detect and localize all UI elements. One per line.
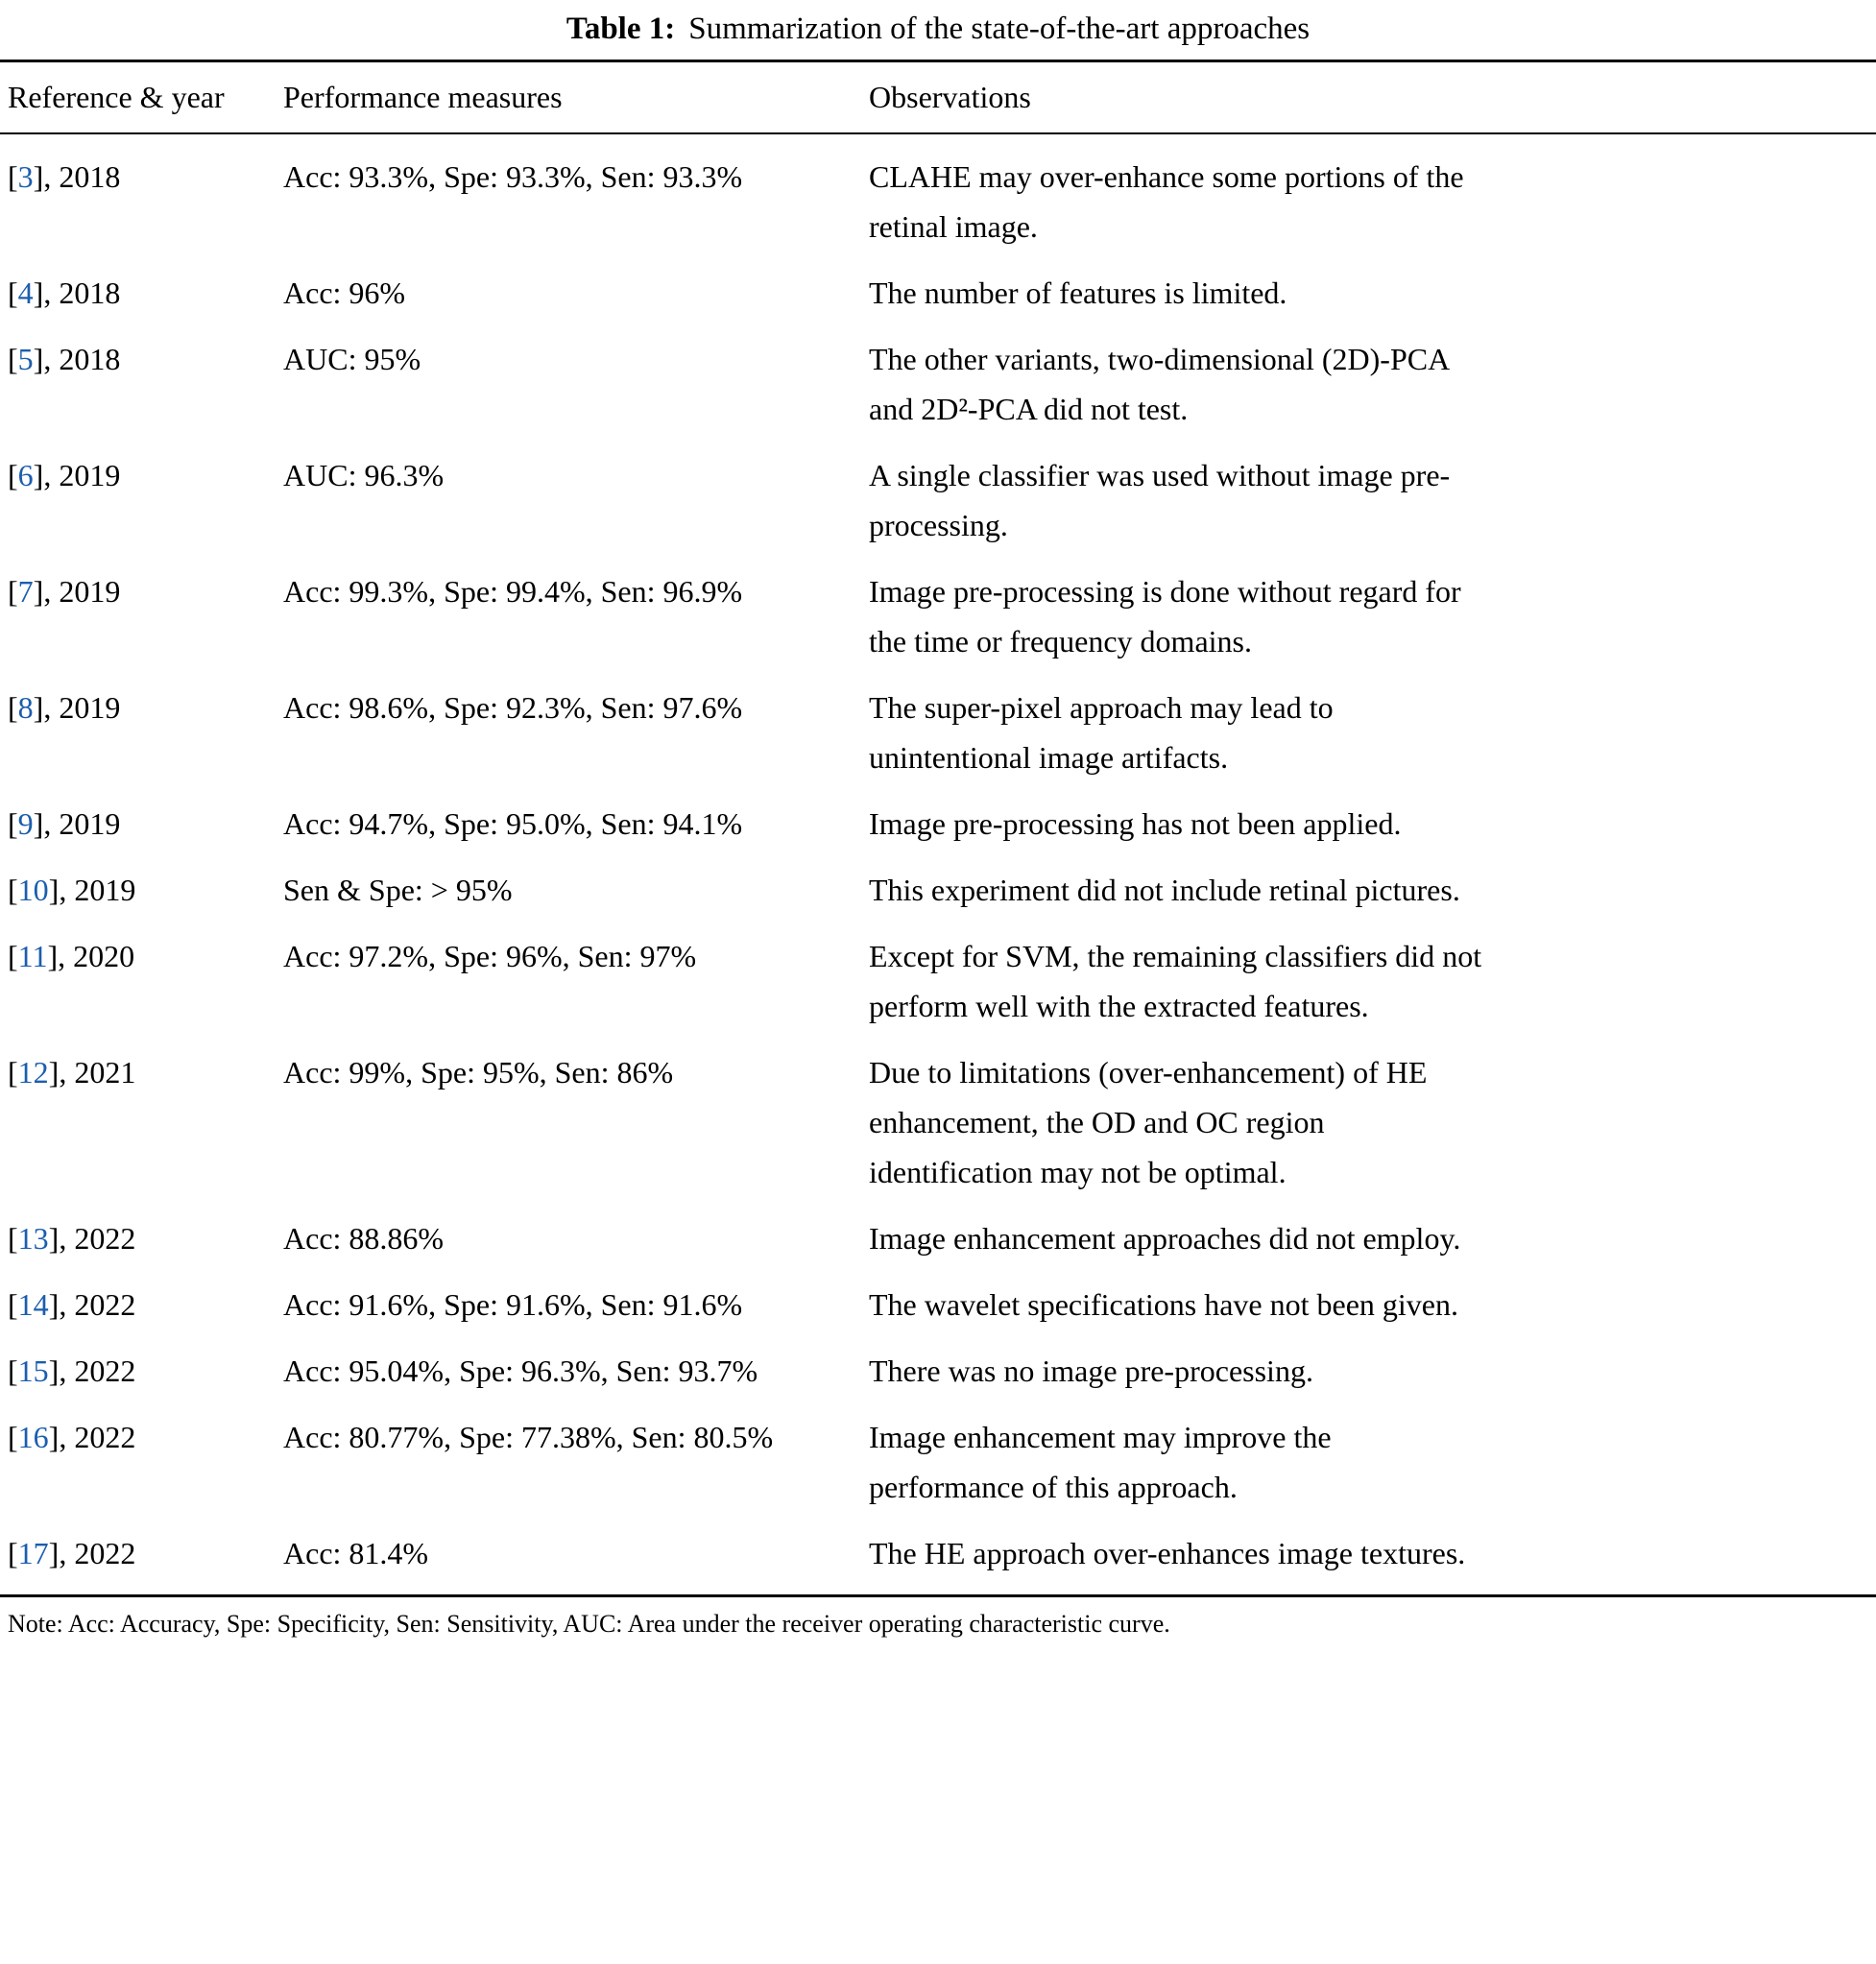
citation-link[interactable]: 8 <box>17 690 34 725</box>
reference-year: , 2019 <box>43 690 121 725</box>
reference-year: , 2018 <box>43 342 121 376</box>
reference-year: , 2019 <box>43 806 121 841</box>
table-caption <box>0 6 1876 52</box>
citation-link[interactable]: 12 <box>17 1055 49 1090</box>
observation-cell <box>861 1412 1876 1512</box>
header-reference-year: Reference & year <box>8 80 225 114</box>
observation-text: This experiment did not include retinal pictures. <box>869 873 1460 907</box>
citation-link[interactable]: 5 <box>17 342 34 376</box>
observation-text: Image enhancement may improve the performance of this approach. <box>869 1420 1332 1504</box>
citation-bracket-close: ] <box>47 939 59 973</box>
table-row <box>0 683 1876 782</box>
citation <box>8 1221 59 1256</box>
table-row <box>0 1528 1876 1578</box>
citation-bracket-open: [ <box>8 939 18 973</box>
reference-year: , 2022 <box>59 1353 136 1388</box>
table-row <box>0 1346 1876 1396</box>
performance-measures: Acc: 88.86% <box>283 1221 445 1256</box>
citation-bracket-open: [ <box>8 458 18 492</box>
observation-text: Due to limitations (over-enhancement) of HE enhancement, the OD and OC region identification may not be optimal. <box>869 1055 1428 1189</box>
citation-bracket-open: [ <box>8 873 18 907</box>
observation-text: CLAHE may over-enhance some portions of the retinal image. <box>869 159 1464 244</box>
table-note: Note: Acc: Accuracy, Spe: Specificity, Sen: Sensitivity, AUC: Area under the receiver operating characteristic curve. <box>8 1610 1170 1638</box>
reference-year: , 2022 <box>59 1536 136 1570</box>
observation-cell <box>861 799 1876 849</box>
citation-bracket-open: [ <box>8 1536 18 1570</box>
reference-year-cell <box>0 799 276 849</box>
citation <box>8 574 43 609</box>
table-row <box>0 268 1876 318</box>
reference-year: , 2022 <box>59 1221 136 1256</box>
table-caption-label: Table 1: <box>565 12 676 46</box>
citation-bracket-close: ] <box>33 342 44 376</box>
observation-text: The other variants, two-dimensional (2D)-PCA and 2D²-PCA did not test. <box>869 342 1449 426</box>
citation-bracket-open: [ <box>8 1420 18 1454</box>
header-performance-measures: Performance measures <box>283 80 563 114</box>
citation-link[interactable]: 4 <box>17 275 34 310</box>
observation-text: There was no image pre-processing. <box>869 1353 1313 1388</box>
observation-cell <box>861 683 1876 782</box>
citation-link[interactable]: 3 <box>17 159 34 194</box>
observation-cell <box>861 1346 1876 1396</box>
performance-measures: Acc: 99%, Spe: 95%, Sen: 86% <box>283 1055 674 1090</box>
observation-text: A single classifier was used without image pre-processing. <box>869 458 1451 542</box>
table-row <box>0 1412 1876 1512</box>
observation-cell <box>861 931 1876 1031</box>
citation-bracket-open: [ <box>8 159 18 194</box>
table-row <box>0 931 1876 1031</box>
citation-link[interactable]: 6 <box>17 458 34 492</box>
citation-bracket-close: ] <box>33 275 44 310</box>
citation-link[interactable]: 7 <box>17 574 34 609</box>
table-row <box>0 1047 1876 1197</box>
reference-year-cell <box>0 683 276 732</box>
reference-year-cell <box>0 450 276 500</box>
observation-text: The HE approach over-enhances image textures. <box>869 1536 1466 1570</box>
citation-bracket-close: ] <box>48 1055 60 1090</box>
reference-year-cell <box>0 1213 276 1263</box>
table-row <box>0 566 1876 666</box>
reference-year-cell <box>0 1528 276 1578</box>
observation-cell <box>861 268 1876 318</box>
citation <box>8 1536 59 1570</box>
citation <box>8 873 59 907</box>
reference-year-cell <box>0 931 276 981</box>
reference-year: , 2021 <box>59 1055 136 1090</box>
citation-bracket-open: [ <box>8 342 18 376</box>
citation <box>8 1353 59 1388</box>
citation-bracket-close: ] <box>48 1536 60 1570</box>
reference-year: , 2019 <box>43 458 121 492</box>
performance-measures: Sen & Spe: > 95% <box>283 873 513 907</box>
reference-year: , 2022 <box>59 1420 136 1454</box>
citation <box>8 690 43 725</box>
reference-year-cell <box>0 334 276 384</box>
citation-bracket-close: ] <box>33 690 44 725</box>
observation-text: Image enhancement approaches did not employ. <box>869 1221 1461 1256</box>
citation-bracket-close: ] <box>33 574 44 609</box>
reference-year: , 2019 <box>59 873 136 907</box>
citation-link[interactable]: 13 <box>17 1221 49 1256</box>
observation-cell <box>861 1213 1876 1263</box>
observation-text: The wavelet specifications have not been given. <box>869 1287 1458 1322</box>
observation-cell <box>861 152 1876 251</box>
citation-bracket-close: ] <box>48 1353 60 1388</box>
reference-year-cell <box>0 1412 276 1462</box>
reference-year-cell <box>0 865 276 915</box>
performance-measures: Acc: 97.2%, Spe: 96%, Sen: 97% <box>283 939 697 973</box>
performance-measures: Acc: 93.3%, Spe: 93.3%, Sen: 93.3% <box>283 159 743 194</box>
citation-bracket-open: [ <box>8 1221 18 1256</box>
citation-bracket-close: ] <box>48 1221 60 1256</box>
performance-measures: AUC: 96.3% <box>283 458 445 492</box>
reference-year: , 2022 <box>59 1287 136 1322</box>
performance-measures: Acc: 80.77%, Spe: 77.38%, Sen: 80.5% <box>283 1420 774 1454</box>
citation-bracket-close: ] <box>48 873 60 907</box>
reference-year: , 2019 <box>43 574 121 609</box>
reference-year-cell <box>0 268 276 318</box>
reference-year-cell <box>0 566 276 616</box>
observation-cell <box>861 1047 1876 1197</box>
reference-year-cell <box>0 1280 276 1329</box>
observation-cell <box>861 865 1876 915</box>
table-caption-text: Summarization of the state-of-the-art approaches <box>688 12 1311 46</box>
citation-bracket-close: ] <box>48 1420 60 1454</box>
performance-measures: Acc: 99.3%, Spe: 99.4%, Sen: 96.9% <box>283 574 743 609</box>
table-figure <box>0 6 1876 1641</box>
citation-link[interactable]: 10 <box>17 873 49 907</box>
observation-cell <box>861 334 1876 434</box>
observation-cell <box>861 566 1876 666</box>
table-row <box>0 865 1876 915</box>
performance-measures: Acc: 96% <box>283 275 406 310</box>
table-row <box>0 1280 1876 1329</box>
citation-bracket-close: ] <box>33 159 44 194</box>
table-row <box>0 1213 1876 1263</box>
table-row <box>0 450 1876 550</box>
reference-year-cell <box>0 1047 276 1097</box>
performance-measures: AUC: 95% <box>283 342 421 376</box>
citation-link[interactable]: 9 <box>17 806 34 841</box>
table-body <box>0 134 1876 1578</box>
observation-text: Image pre-processing has not been applied. <box>869 806 1402 841</box>
reference-year-cell <box>0 1346 276 1396</box>
table-row <box>0 152 1876 251</box>
citation-bracket-open: [ <box>8 1353 18 1388</box>
performance-measures: Acc: 81.4% <box>283 1536 429 1570</box>
citation-bracket-open: [ <box>8 1287 18 1322</box>
observation-cell <box>861 1528 1876 1578</box>
citation-link[interactable]: 16 <box>17 1420 49 1454</box>
citation <box>8 939 58 973</box>
observation-text: Except for SVM, the remaining classifiers did not perform well with the extracted features. <box>869 939 1482 1023</box>
citation <box>8 159 43 194</box>
table-header-row <box>0 62 1876 132</box>
observation-text: The number of features is limited. <box>869 275 1287 310</box>
performance-measures: Acc: 94.7%, Spe: 95.0%, Sen: 94.1% <box>283 806 743 841</box>
citation <box>8 1287 59 1322</box>
citation-bracket-open: [ <box>8 690 18 725</box>
table-row <box>0 334 1876 434</box>
header-observations: Observations <box>869 80 1031 114</box>
reference-year-cell <box>0 152 276 202</box>
citation <box>8 806 43 841</box>
citation <box>8 458 43 492</box>
performance-measures: Acc: 95.04%, Spe: 96.3%, Sen: 93.7% <box>283 1353 758 1388</box>
citation-link[interactable]: 15 <box>17 1353 49 1388</box>
citation <box>8 342 43 376</box>
citation-link[interactable]: 14 <box>17 1287 49 1322</box>
citation-bracket-close: ] <box>33 806 44 841</box>
observation-cell <box>861 450 1876 550</box>
citation-link[interactable]: 17 <box>17 1536 49 1570</box>
reference-year: , 2018 <box>43 159 121 194</box>
citation <box>8 1055 59 1090</box>
citation-bracket-open: [ <box>8 1055 18 1090</box>
performance-measures: Acc: 98.6%, Spe: 92.3%, Sen: 97.6% <box>283 690 743 725</box>
reference-year: , 2018 <box>43 275 121 310</box>
citation-bracket-open: [ <box>8 275 18 310</box>
citation <box>8 1420 59 1454</box>
performance-measures: Acc: 91.6%, Spe: 91.6%, Sen: 91.6% <box>283 1287 743 1322</box>
citation <box>8 275 43 310</box>
citation-bracket-close: ] <box>33 458 44 492</box>
table-row <box>0 799 1876 849</box>
observation-cell <box>861 1280 1876 1329</box>
citation-bracket-open: [ <box>8 806 18 841</box>
observation-text: The super-pixel approach may lead to unintentional image artifacts. <box>869 690 1334 775</box>
reference-year: , 2020 <box>58 939 135 973</box>
citation-bracket-close: ] <box>48 1287 60 1322</box>
citation-link[interactable]: 11 <box>17 939 48 973</box>
citation-bracket-open: [ <box>8 574 18 609</box>
observation-text: Image pre-processing is done without regard for the time or frequency domains. <box>869 574 1461 659</box>
